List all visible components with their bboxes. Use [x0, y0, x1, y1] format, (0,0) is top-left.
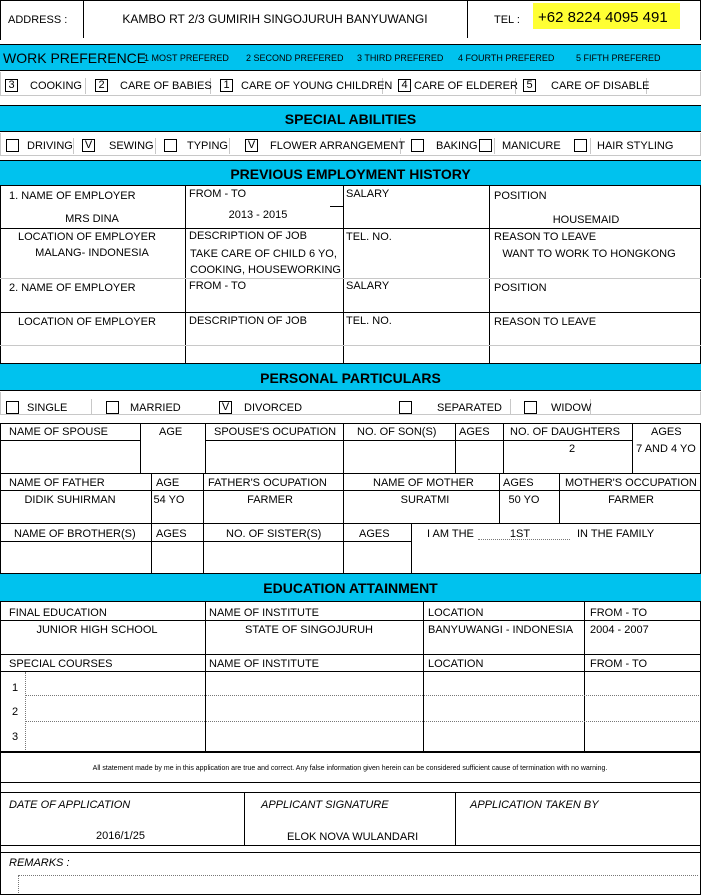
employer2-location-label: LOCATION OF EMPLOYER [18, 316, 156, 328]
education-from-to: 2004 - 2007 [590, 624, 649, 636]
course-institute-label: NAME OF INSTITUTE [209, 658, 319, 670]
employer2-position-label: POSITION [494, 282, 547, 294]
from-to-label: FROM - TO [590, 607, 648, 619]
applicant-signature-label: APPLICANT SIGNATURE [261, 799, 389, 811]
special-courses-label: SPECIAL COURSES [9, 658, 113, 670]
father-occupation-label: FATHER'S OCUPATION [208, 477, 327, 489]
status-label-separated: SEPARATED [437, 402, 502, 414]
ability-label-driving: DRIVING [27, 140, 73, 152]
pref-legend-3: 3 THIRD PREFERED [357, 53, 444, 63]
employer1-description-line2: COOKING, HOUSEWORKING [190, 264, 341, 276]
mother-age-label: AGES [503, 477, 534, 489]
employer1-description-label: DESCRIPTION OF JOB [189, 230, 307, 242]
tel-label: TEL : [494, 14, 520, 26]
employer1-from-to-label: FROM - TO [189, 188, 247, 200]
sisters-ages-label: AGES [359, 528, 390, 540]
ability-label-manicure: MANICURE [502, 140, 561, 152]
employer1-position: HOUSEMAID [552, 214, 620, 226]
ability-check-sewing[interactable]: V [82, 139, 95, 152]
address-value: KAMBO RT 2/3 GUMIRIH SINGOJURUH BANYUWANGI [122, 12, 428, 26]
employer1-tel-label: TEL. NO. [346, 231, 392, 243]
daughters-ages-label: AGES [651, 426, 682, 438]
father-name-label: NAME OF FATHER [9, 477, 105, 489]
course-location-label: LOCATION [428, 658, 484, 670]
employer1-name-label: 1. NAME OF EMPLOYER [9, 190, 136, 202]
ability-check-flower-arrangement[interactable]: V [245, 139, 258, 152]
course-number-3: 3 [12, 731, 19, 743]
ability-label-baking: BAKING [436, 140, 478, 152]
pref-label-disable: CARE OF DISABLE [551, 80, 650, 92]
employer1-position-label: POSITION [494, 190, 547, 202]
pref-legend-2: 2 SECOND PREFERED [246, 53, 344, 63]
institute-label: NAME OF INSTITUTE [209, 607, 319, 619]
institute-name: STATE OF SINGOJURUH [245, 624, 373, 636]
status-label-widow: WIDOW [551, 402, 592, 414]
pref-label-young-children: CARE OF YOUNG CHILDREN [241, 80, 393, 92]
pref-label-care-of-babies: CARE OF BABIES [120, 80, 212, 92]
father-name: DIDIK SUHIRMAN [24, 494, 116, 506]
status-label-married: MARRIED [130, 402, 181, 414]
mother-occupation: FARMER [608, 494, 654, 506]
in-the-family-label: IN THE FAMILY [577, 528, 655, 540]
pref-rank-young-children[interactable]: 1 [220, 79, 233, 92]
employer1-location-label: LOCATION OF EMPLOYER [18, 231, 156, 243]
sisters-label: NO. OF SISTER(S) [226, 528, 322, 540]
employment-title: PREVIOUS EMPLOYMENT HISTORY [230, 166, 471, 182]
employer1-description-line1: TAKE CARE OF CHILD 6 YO, [190, 248, 337, 260]
ability-check-manicure[interactable] [479, 139, 492, 152]
education-title: EDUCATION ATTAINMENT [263, 580, 438, 596]
pref-rank-disable[interactable]: 5 [523, 79, 536, 92]
brothers-label: NAME OF BROTHER(S) [14, 528, 136, 540]
sons-ages-label: AGES [459, 426, 490, 438]
status-check-separated[interactable] [399, 401, 412, 414]
status-check-married[interactable] [106, 401, 119, 414]
employer1-reason: WANT TO WORK TO HONGKONG [502, 248, 676, 260]
spouse-name-label: NAME OF SPOUSE [9, 426, 109, 438]
statement-text: All statement made by me in this application are true and correct. Any false information given herein can be considered sufficient cause of termination with no warning. [92, 765, 608, 772]
tel-value: +62 8224 4095 491 [538, 9, 668, 26]
employer2-name-label: 2. NAME OF EMPLOYER [9, 282, 136, 294]
address-label: ADDRESS : [8, 14, 68, 26]
remarks-label: REMARKS : [9, 857, 70, 869]
course-number-2: 2 [12, 706, 19, 718]
pref-label-elderer: CARE OF ELDERER [414, 80, 518, 92]
daughters-label: NO. OF DAUGHTERS [510, 426, 621, 438]
mother-age: 50 YO [508, 494, 540, 506]
final-education: JUNIOR HIGH SCHOOL [36, 624, 158, 636]
i-am-the-label: I AM THE [427, 528, 474, 540]
employer1-name: MRS DINA [65, 213, 119, 225]
daughters-count: 2 [568, 443, 576, 455]
pref-legend-4: 4 FOURTH PREFERED [458, 53, 555, 63]
date-of-application-label: DATE OF APPLICATION [9, 799, 131, 811]
pref-label-cooking: COOKING [30, 80, 82, 92]
pref-legend-5: 5 FIFTH PREFERED [576, 53, 661, 63]
employer2-salary-label: SALARY [346, 280, 390, 292]
daughters-ages: 7 AND 4 YO [636, 443, 696, 455]
status-check-widow[interactable] [524, 401, 537, 414]
spouse-age-label: AGE [159, 426, 183, 438]
ability-check-baking[interactable] [411, 139, 424, 152]
pref-rank-cooking[interactable]: 3 [5, 79, 18, 92]
employer1-salary-label: SALARY [346, 188, 390, 200]
ability-label-typing: TYPING [187, 140, 228, 152]
pref-rank-care-of-babies[interactable]: 2 [95, 79, 108, 92]
status-check-divorced[interactable]: V [219, 401, 232, 414]
birth-order: 1ST [509, 528, 531, 540]
father-occupation: FARMER [247, 494, 293, 506]
final-education-label: FINAL EDUCATION [9, 607, 107, 619]
pref-rank-elderer[interactable]: 4 [398, 79, 411, 92]
employer2-from-to-label: FROM - TO [189, 280, 247, 292]
employer1-reason-label: REASON TO LEAVE [494, 231, 597, 243]
mother-occupation-label: MOTHER'S OCCUPATION [565, 477, 697, 489]
ability-check-driving[interactable] [6, 139, 19, 152]
ability-label-flower-arrangement: FLOWER ARRANGEMENT [270, 140, 406, 152]
father-age-label: AGE [156, 477, 180, 489]
course-from-to-label: FROM - TO [590, 658, 648, 670]
mother-name-label: NAME OF MOTHER [373, 477, 474, 489]
sons-label: NO. OF SON(S) [357, 426, 437, 438]
remarks-field[interactable] [18, 876, 698, 893]
location-label: LOCATION [428, 607, 484, 619]
pref-legend-1: 1 MOST PREFERED [144, 53, 229, 63]
employer1-from-to: 2013 - 2015 [228, 209, 288, 221]
personal-title: PERSONAL PARTICULARS [260, 370, 441, 386]
institute-location: BANYUWANGI - INDONESIA [428, 624, 574, 636]
ability-label-hair-styling: HAIR STYLING [597, 140, 674, 152]
ability-check-hair-styling[interactable] [574, 139, 587, 152]
mother-name: SURATMI [400, 494, 450, 506]
ability-label-sewing: SEWING [109, 140, 154, 152]
ability-check-typing[interactable] [164, 139, 177, 152]
application-taken-by-label: APPLICATION TAKEN BY [470, 799, 599, 811]
work-preference-title: WORK PREFERENCE [3, 50, 147, 66]
employer1-location: MALANG- INDONESIA [35, 247, 149, 259]
employer2-description-label: DESCRIPTION OF JOB [189, 315, 307, 327]
father-age: 54 YO [153, 494, 185, 506]
status-check-single[interactable] [6, 401, 19, 414]
status-label-divorced: DIVORCED [244, 402, 303, 414]
applicant-signature: ELOK NOVA WULANDARI [287, 831, 419, 843]
special-abilities-title: SPECIAL ABILITIES [284, 111, 417, 127]
spouse-occupation-label: SPOUSE'S OCUPATION [214, 426, 337, 438]
brothers-ages-label: AGES [156, 528, 187, 540]
course-number-1: 1 [12, 682, 19, 694]
status-label-single: SINGLE [27, 402, 68, 414]
employer2-reason-label: REASON TO LEAVE [494, 316, 597, 328]
date-of-application: 2016/1/25 [96, 830, 145, 842]
employer2-tel-label: TEL. NO. [346, 315, 392, 327]
